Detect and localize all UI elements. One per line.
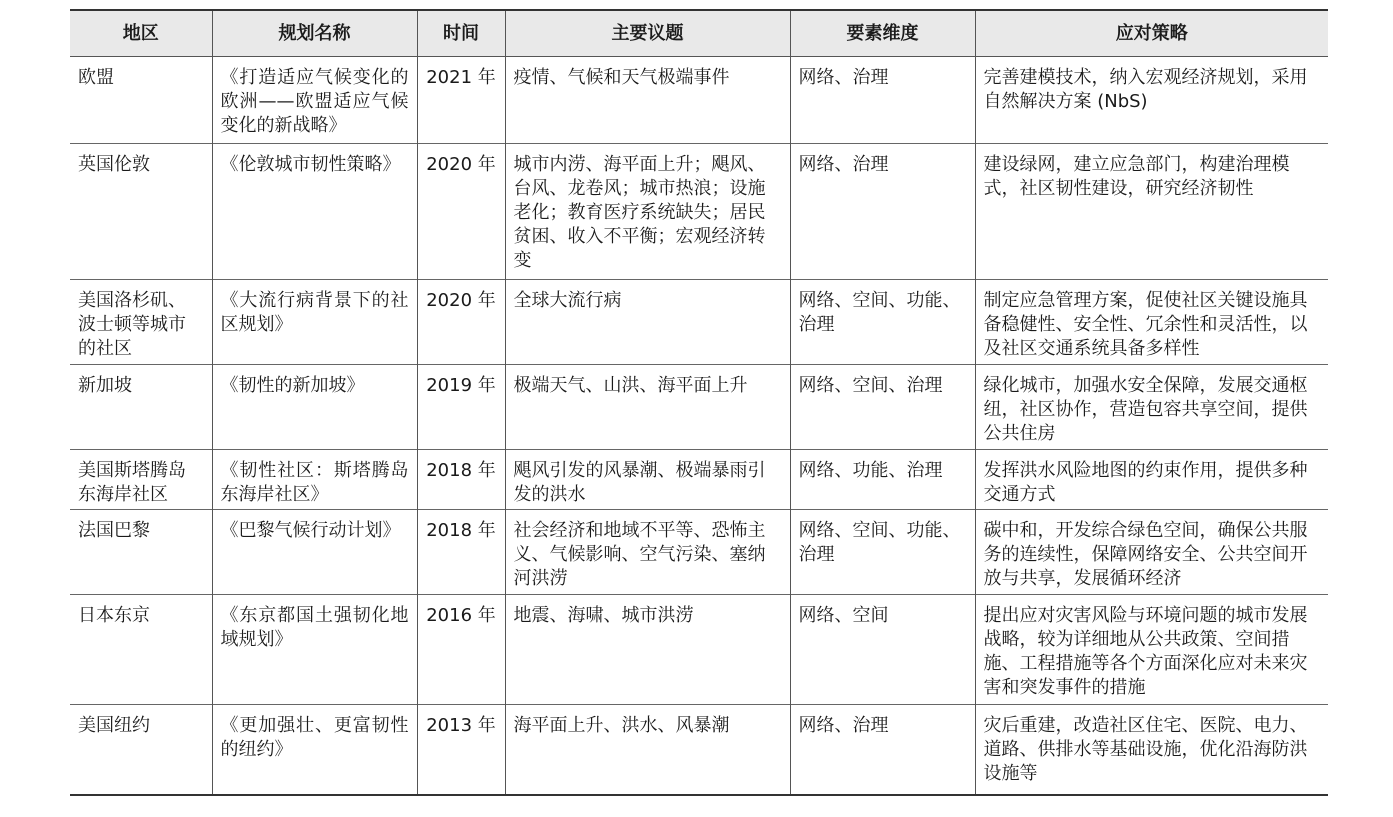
cell-dimensions: 网络、治理 — [790, 144, 975, 280]
cell-strategy: 提出应对灾害风险与环境问题的城市发展战略，较为详细地从公共政策、空间措施、工程措施等各个方面深化应对未来灾害和突发事件的措施 — [975, 595, 1328, 705]
cell-year: 2021 年 — [417, 57, 505, 144]
cell-year: 2013 年 — [417, 705, 505, 796]
cell-region: 法国巴黎 — [78, 520, 150, 541]
column-header-strategy: 应对策略 — [975, 10, 1328, 57]
cell-issues: 海平面上升、洪水、风暴潮 — [505, 705, 790, 796]
cell-region: 欧盟 — [78, 67, 114, 88]
column-header-dimensions: 要素维度 — [790, 10, 975, 57]
table-row — [70, 510, 1328, 595]
table-header — [70, 10, 1328, 57]
cell-plan: 《韧性的新加坡》 — [212, 365, 417, 450]
cell-plan: 《更加强壮、更富韧性的纽约》 — [212, 705, 417, 796]
column-header-plan: 规划名称 — [212, 10, 417, 57]
cell-strategy: 发挥洪水风险地图的约束作用，提供多种交通方式 — [975, 450, 1328, 510]
cell-plan: 《东京都国土强韧化地域规划》 — [212, 595, 417, 705]
cell-dimensions: 网络、治理 — [790, 57, 975, 144]
cell-issues: 飓风引发的风暴潮、极端暴雨引发的洪水 — [505, 450, 790, 510]
cell-strategy: 完善建模技术，纳入宏观经济规划，采用自然解决方案 (NbS) — [975, 57, 1328, 144]
cell-dimensions: 网络、治理 — [790, 705, 975, 796]
column-header-issues: 主要议题 — [505, 10, 790, 57]
column-header-year: 时间 — [417, 10, 505, 57]
cell-strategy: 建设绿网，建立应急部门，构建治理模式，社区韧性建设，研究经济韧性 — [975, 144, 1328, 280]
cell-region: 美国纽约 — [78, 715, 150, 736]
cell-dimensions: 网络、空间、功能、治理 — [790, 280, 975, 365]
cell-issues: 地震、海啸、城市洪涝 — [505, 595, 790, 705]
table-row — [70, 57, 1328, 144]
table-row — [70, 280, 1328, 365]
planning-table-container — [70, 9, 1328, 796]
cell-issues: 疫情、气候和天气极端事件 — [505, 57, 790, 144]
table-row — [70, 144, 1328, 280]
cell-year: 2018 年 — [417, 450, 505, 510]
resilience-planning-table — [70, 9, 1328, 796]
cell-issues: 全球大流行病 — [505, 280, 790, 365]
cell-strategy: 碳中和，开发综合绿色空间，确保公共服务的连续性，保障网络安全、公共空间开放与共享，发展循环经济 — [975, 510, 1328, 595]
cell-region: 日本东京 — [78, 605, 150, 626]
cell-strategy: 绿化城市，加强水安全保障，发展交通枢纽，社区协作，营造包容共享空间，提供公共住房 — [975, 365, 1328, 450]
cell-plan: 《伦敦城市韧性策略》 — [212, 144, 417, 280]
cell-year: 2020 年 — [417, 144, 505, 280]
cell-dimensions: 网络、功能、治理 — [790, 450, 975, 510]
column-header-region: 地区 — [122, 22, 159, 44]
cell-plan: 《韧性社区：斯塔腾岛东海岸社区》 — [212, 450, 417, 510]
cell-year: 2020 年 — [417, 280, 505, 365]
cell-plan: 《巴黎气候行动计划》 — [212, 510, 417, 595]
table-row — [70, 595, 1328, 705]
cell-year: 2018 年 — [417, 510, 505, 595]
cell-issues: 城市内涝、海平面上升；飓风、台风、龙卷风；城市热浪；设施老化；教育医疗系统缺失；居民贫困、收入不平衡；宏观经济转变 — [505, 144, 790, 280]
cell-plan: 《打造适应气候变化的欧洲——欧盟适应气候变化的新战略》 — [212, 57, 417, 144]
table-row — [70, 450, 1328, 510]
cell-region: 美国洛杉矶、波士顿等城市的社区 — [78, 290, 186, 359]
cell-region: 新加坡 — [78, 375, 132, 396]
cell-year: 2016 年 — [417, 595, 505, 705]
cell-strategy: 灾后重建，改造社区住宅、医院、电力、道路、供排水等基础设施，优化沿海防洪设施等 — [975, 705, 1328, 796]
table-body — [70, 57, 1328, 796]
table-row — [70, 365, 1328, 450]
cell-dimensions: 网络、空间、治理 — [790, 365, 975, 450]
cell-region: 英国伦敦 — [78, 154, 150, 175]
cell-dimensions: 网络、空间 — [790, 595, 975, 705]
cell-issues: 极端天气、山洪、海平面上升 — [505, 365, 790, 450]
cell-plan: 《大流行病背景下的社区规划》 — [212, 280, 417, 365]
table-row — [70, 705, 1328, 796]
header-row — [70, 10, 1328, 57]
cell-strategy: 制定应急管理方案，促使社区关键设施具备稳健性、安全性、冗余性和灵活性，以及社区交通系统具备多样性 — [975, 280, 1328, 365]
cell-issues: 社会经济和地域不平等、恐怖主义、气候影响、空气污染、塞纳河洪涝 — [505, 510, 790, 595]
cell-year: 2019 年 — [417, 365, 505, 450]
cell-region: 美国斯塔腾岛东海岸社区 — [78, 460, 186, 505]
cell-dimensions: 网络、空间、功能、治理 — [790, 510, 975, 595]
